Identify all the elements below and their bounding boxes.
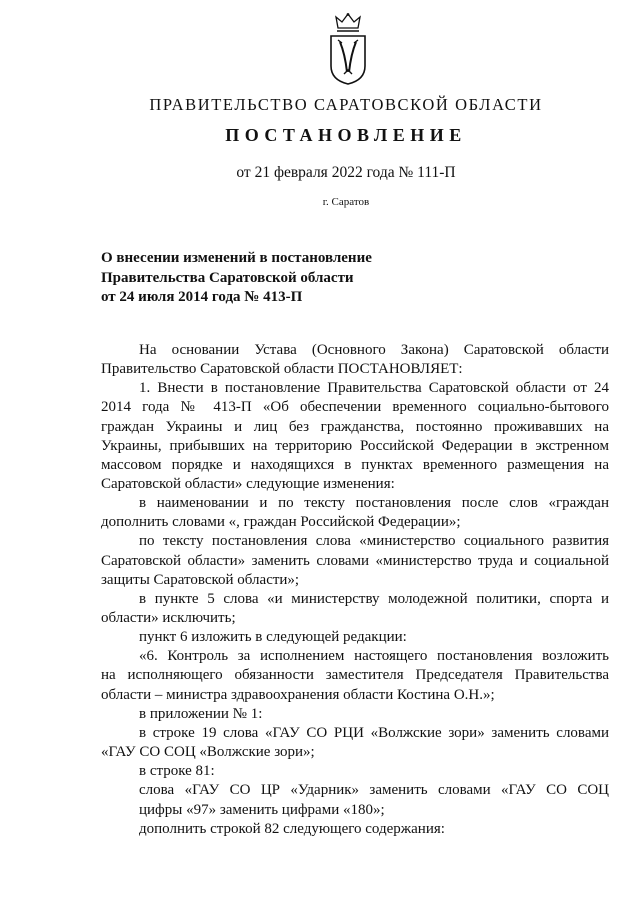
- document-title: ПОСТАНОВЛЕНИЕ: [225, 125, 467, 145]
- body-line: в строке 81:: [139, 763, 215, 780]
- body-line: дополнить словами «, граждан Российской Федерации»;: [101, 514, 461, 531]
- body-line: защиты Саратовской области»;: [101, 571, 300, 588]
- body-line: Правительство Саратовской области ПОСТАНОВЛЯЕТ:: [101, 361, 463, 378]
- body-line: «6. Контроль за исполнением настоящего постановления возложить: [139, 648, 609, 665]
- body-line: Украины, прибывших на территорию Российской Федерации в экстренном: [101, 437, 609, 454]
- body-line: области» исключить;: [101, 610, 236, 627]
- body-line: граждан Украины и лиц без гражданства, постоянно проживавших на: [101, 418, 609, 435]
- body-line: Саратовской области» следующие изменения:: [101, 476, 395, 492]
- body-line: 2014 года № 413-П «Об обеспечении временного социально-бытового: [101, 399, 609, 416]
- body-line: «ГАУ СО СОЦ «Волжские зори»;: [101, 744, 315, 761]
- body-line: 1. Внести в постановление Правительства Саратовской области от 24: [139, 380, 609, 397]
- document-body: [101, 341, 609, 839]
- body-line: На основании Устава (Основного Закона) Саратовской области: [139, 342, 609, 358]
- body-line: Саратовской области» заменить словами «министерство труда и социальной: [101, 552, 609, 569]
- body-line: области – министра здравоохранения области Костина О.Н.»;: [101, 686, 495, 703]
- body-line: в строке 19 слова «ГАУ СО РЦИ «Волжские зори» заменить словами: [139, 724, 609, 741]
- body-line: на исполняющего обязанности заместителя Председателя Правительства: [101, 667, 609, 684]
- body-line: массовом порядке и находящихся в пунктах временного размещения на: [101, 456, 609, 473]
- document-subject: [101, 249, 372, 308]
- body-line: по тексту постановления слова «министерство социального развития: [139, 533, 609, 550]
- body-line: дополнить строкой 82 следующего содержания:: [139, 820, 445, 837]
- subject-line: О внесении изменений в постановление: [101, 250, 372, 266]
- document-date-number: от 21 февраля 2022 года № 111-П: [236, 164, 456, 181]
- body-line: в приложении № 1:: [139, 705, 263, 722]
- body-line: цифры «97» заменить цифрами «180»;: [139, 801, 385, 818]
- document-city: г. Саратов: [322, 196, 370, 208]
- coat-of-arms-icon: [324, 12, 372, 86]
- body-line: в наименовании и по тексту постановления после слов «граждан: [139, 495, 609, 512]
- subject-line: от 24 июля 2014 года № 413-П: [101, 289, 303, 305]
- body-line: пункт 6 изложить в следующей редакции:: [139, 629, 407, 646]
- body-line: в пункте 5 слова «и министерству молодежной политики, спорта и: [139, 590, 609, 607]
- subject-line: Правительства Саратовской области: [101, 269, 354, 286]
- body-line: слова «ГАУ СО ЦР «Ударник» заменить словами «ГАУ СО СОЦ: [139, 782, 609, 799]
- government-name: ПРАВИТЕЛЬСТВО САРАТОВСКОЙ ОБЛАСТИ: [149, 95, 543, 114]
